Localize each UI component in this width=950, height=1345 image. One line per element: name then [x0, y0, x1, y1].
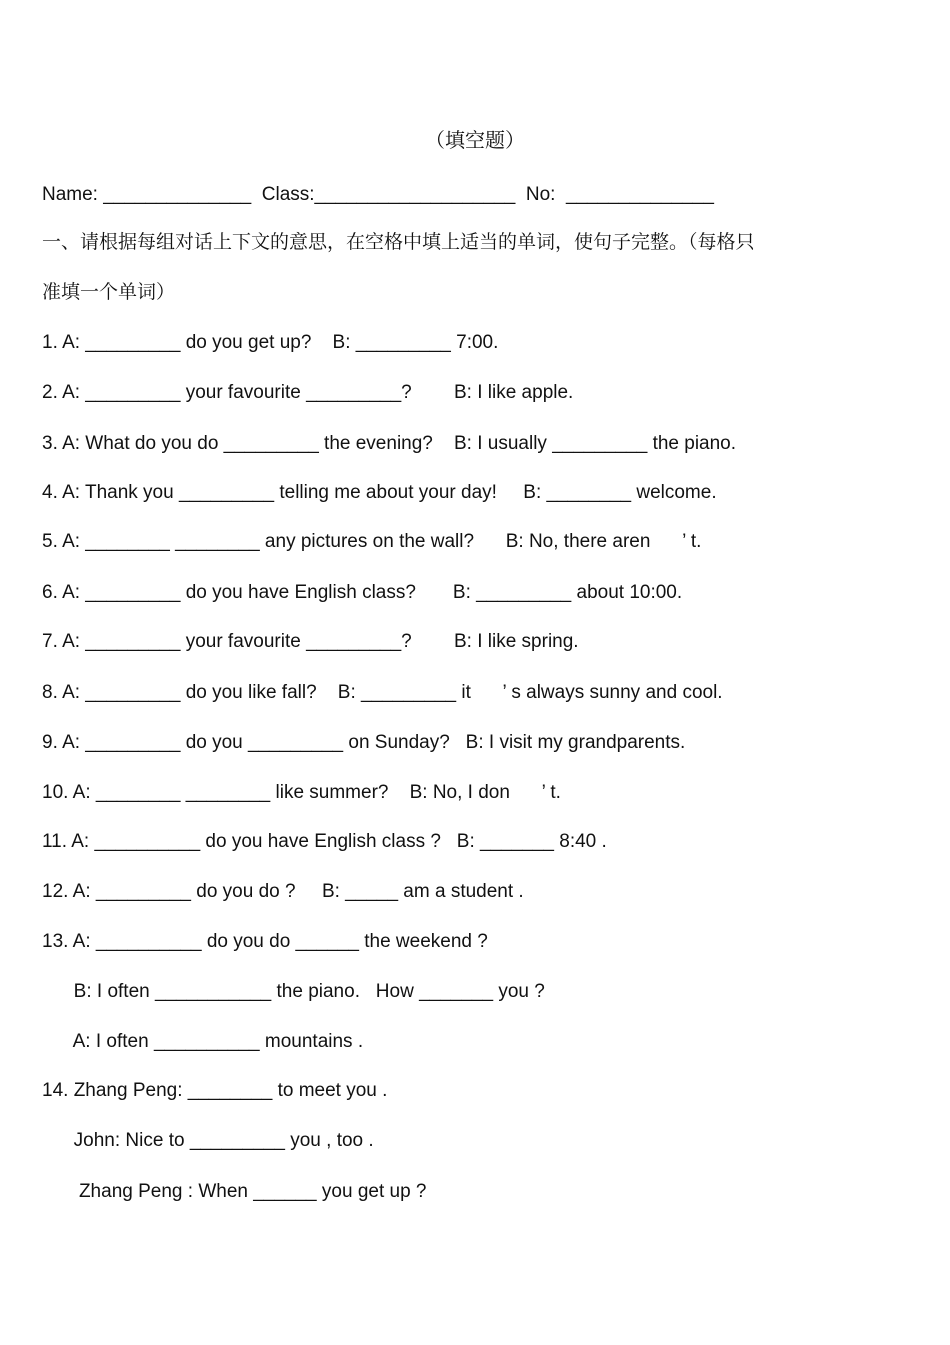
question-13c: A: I often __________ mountains . [42, 1031, 364, 1052]
instructions-line-2: 准填一个单词） [42, 281, 176, 303]
question-14b: John: Nice to _________ you , too . [42, 1130, 374, 1151]
question-13a: 13. A: __________ do you do ______ the weekend ? [42, 931, 488, 952]
question-3: 3. A: What do you do _________ the evening? B: I usually _________ the piano. [42, 433, 737, 454]
name-field: Name: ______________ [42, 184, 252, 205]
question-1: 1. A: _________ do you get up? B: _________ 7:00. [42, 332, 499, 353]
question-14c: Zhang Peng : When ______ you get up ? [42, 1181, 427, 1202]
question-12: 12. A: _________ do you do ? B: _____ am a student . [42, 881, 524, 902]
worksheet-title: （填空题） [425, 128, 525, 152]
number-field: No: ______________ [525, 184, 714, 205]
question-8: 8. A: _________ do you like fall? B: _________ it ’ s always sunny and cool. [42, 682, 723, 703]
question-10: 10. A: ________ ________ like summer? B: No, I don ’ t. [42, 782, 561, 803]
question-14a: 14. Zhang Peng: ________ to meet you . [42, 1080, 388, 1101]
question-6: 6. A: _________ do you have English class? B: _________ about 10:00. [42, 582, 683, 603]
question-7: 7. A: _________ your favourite _________? B: I like spring. [42, 631, 579, 652]
question-13b: B: I often ___________ the piano. How _______ you ? [42, 981, 545, 1002]
question-9: 9. A: _________ do you _________ on Sunday? B: I visit my grandparents. [42, 732, 686, 753]
instructions-line-1: 一、请根据每组对话上下文的意思，在空格中填上适当的单词，使句子完整。（每格只 [42, 231, 755, 253]
class-field: Class:___________________ [261, 184, 516, 205]
question-2: 2. A: _________ your favourite _________? B: I like apple. [42, 382, 574, 403]
question-5: 5. A: ________ ________ any pictures on the wall? B: No, there aren ’ t. [42, 531, 702, 552]
student-info-row [42, 183, 714, 207]
question-11: 11. A: __________ do you have English class ? B: _______ 8:40 . [42, 831, 607, 852]
question-4: 4. A: Thank you _________ telling me about your day! B: ________ welcome. [42, 482, 717, 503]
